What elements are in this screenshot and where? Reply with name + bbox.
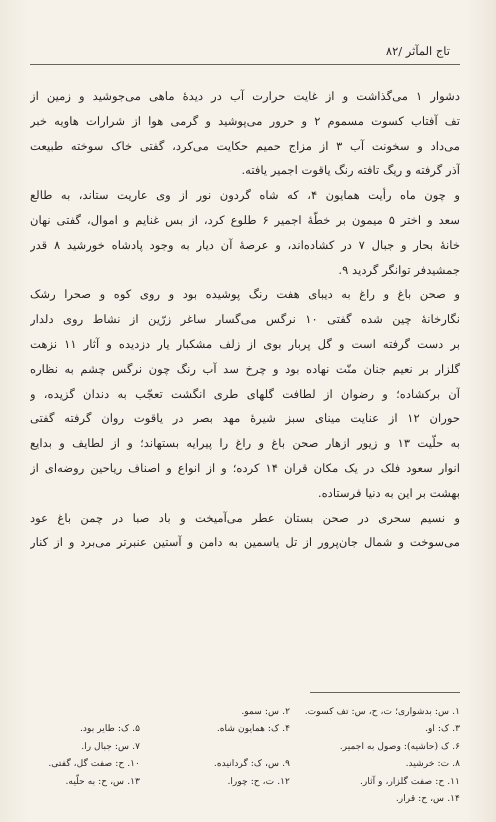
body-line: و صحن باغ و راغ به دیبای هفت رنگ پوشیده بود و روی کوه و صحرا رشک xyxy=(30,287,460,302)
footnote: ۳. ک: او. xyxy=(425,723,460,735)
footnote: ۲. س: سمو. xyxy=(241,706,290,717)
body-line: بر دست گرفته است و گل پربار بوی از زلف مشکبار یار دزدیده و آثار ۱۱ نزهت xyxy=(30,336,460,351)
footnote: ۱. س: بدشواری؛ ت، ح، س: تف کسوت. xyxy=(304,706,460,717)
body-line: و چون ماه رأیت همایون ۴، که شاه گردون نور از وی عاریت ستاند، به طالع xyxy=(30,188,460,203)
footnote: ۸. ت: خرشید. xyxy=(405,758,460,770)
footnote xyxy=(140,738,290,755)
footnote-row xyxy=(30,703,460,720)
body-line: آذر گرفته و ریگ تافته رنگ یاقوت اجمیر یافته. xyxy=(241,163,460,178)
body-line: تف آفتاب کسوت مسموم ۲ و حرور می‌پوشید و گرمی هوا از شرارات هاویه خبر xyxy=(30,113,460,128)
footnote-row xyxy=(30,790,460,807)
footnote xyxy=(30,790,140,807)
body-line: و نسیم سحری در صحن بستان عطر می‌آمیخت و باد صبا در چمن باغ عود xyxy=(30,510,460,525)
footnote: ۷. س: جبال را. xyxy=(81,740,140,752)
body-line: می‌داد و سخونت آب ۳ از مزاج حمیم حکایت می‌کرد، گفتی خاک سوخته طبیعت xyxy=(30,138,460,153)
header-rule xyxy=(30,64,460,65)
footnote: ۱۰. ح: صفت گل، گفتی. xyxy=(48,758,140,770)
body-line: می‌سوخت و شمال جان‌پرور از تل یاسمین به دامن و آستین عنبرتر می‌برد و از کنار xyxy=(30,535,460,550)
footnote: ۵. ک: طایر بود. xyxy=(80,723,140,735)
body-text xyxy=(30,84,460,555)
body-line: سعد و اختر ۵ میمون بر خطّهٔ اجمیر ۶ طلوع کرد، از بس غنایم و اموال، گفتی نهان xyxy=(30,212,460,227)
footnote: ۱۲. ت، ح: چورا. xyxy=(227,775,290,787)
footnote: ۱۳. س، ح: به حلّیه. xyxy=(65,775,140,787)
footnote-row xyxy=(30,773,460,790)
footnote: ۱۴. س، ح: قرار. xyxy=(395,792,460,804)
body-line: جمشیدفر توانگر گردید ۹. xyxy=(338,262,460,277)
body-line: بهشت بر این به دنیا فرستاده. xyxy=(317,485,460,500)
footnotes xyxy=(30,703,460,807)
footnote xyxy=(140,790,290,807)
footnote: ۶. ک (حاشیه): وصول به اجمیر. xyxy=(339,740,460,752)
footnote: ۹. س، ک: گردانیده. xyxy=(213,758,290,770)
footnote: ۱۱. ح: صفت گلزار، و آثار. xyxy=(359,775,460,787)
body-line: انوار سعود فلک در یک مکان قران ۱۴ کرده؛ و از انواع و اصناف ریاحین روضه‌ای از xyxy=(30,460,460,475)
body-line: دشوار ۱ می‌گذاشت و از غایت حرارت آب در دیدهٔ ماهی می‌جوشید و زمین از xyxy=(30,89,460,103)
body-line: نگارخانهٔ چین شده گفتی ۱۰ نرگس می‌گسار ساغر زرّین از نشاط روی دلدار xyxy=(30,312,460,327)
body-line: حوران ۱۲ از عنایت مینای سبز شیرهٔ مهد بصر در یاقوت روان گرفته گفتی xyxy=(30,411,460,426)
footnote-rule xyxy=(310,692,460,693)
footnote-row xyxy=(30,755,460,772)
running-head: تاج المآثر /۸۲ xyxy=(385,44,450,58)
footnote-row xyxy=(30,738,460,755)
body-line: آن برکشاده؛ و رضوان از لطافت گلهای طری انگشت تعجّب به دندان گزیده، و xyxy=(30,386,460,401)
footnote: ۴. ک: همایون شاه. xyxy=(216,723,290,735)
body-line: خانهٔ بحار و جبال ۷ در کشاده‌اند، و عرصهٔ آن دیار به وجود پادشاه خورشید ۸ قدر xyxy=(30,237,460,252)
body-line: به حلّیت ۱۳ و زیور ازهار صحن باغ و راغ را پیرایه بستهاند؛ و از لطایف و بدایع xyxy=(30,436,460,451)
body-line: گلزار بر نعیم جنان منّت نهاده بود و چرخ سد آب رنگ چون نرگس چشم به نظاره xyxy=(30,361,460,376)
footnote-row xyxy=(30,720,460,737)
footnote xyxy=(30,703,140,720)
